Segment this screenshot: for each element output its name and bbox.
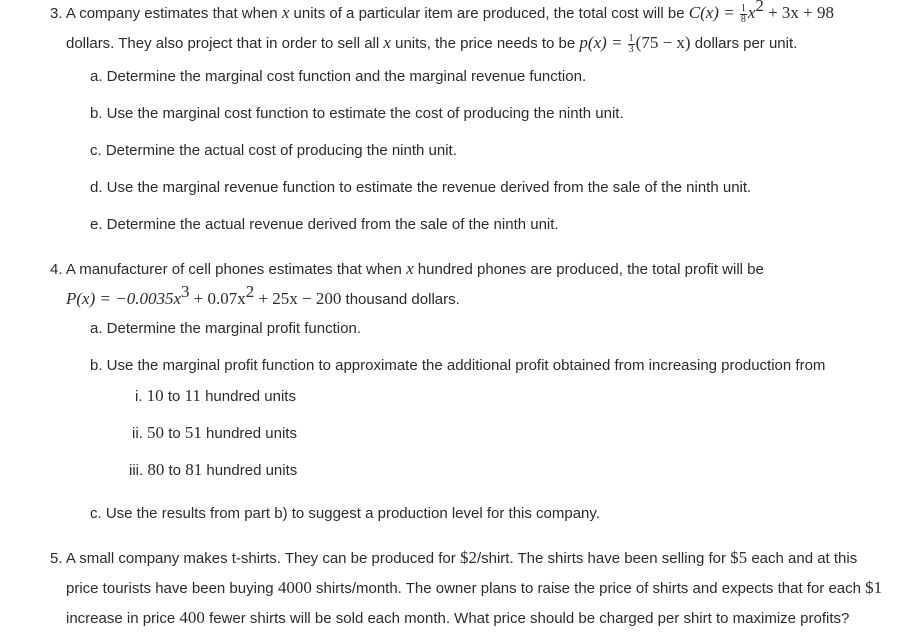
problem-4-subpart-i <box>135 386 296 407</box>
problem-5-line-3 <box>66 608 849 629</box>
problem-3-text-mid: units of a particular item are produced, the total cost will be <box>293 5 685 22</box>
problem-3-text: A company estimates that when <box>65 5 278 22</box>
problem-5-text-f: increase in price <box>66 610 176 627</box>
subpart-label: ii. <box>132 425 143 442</box>
problem-3-line-1 <box>50 0 835 25</box>
subpart-to: 81 <box>185 460 203 479</box>
cost-function-x: x <box>747 3 756 22</box>
problem-5-number: 5. <box>50 550 63 567</box>
subpart-tail: hundred units <box>206 462 298 479</box>
profit-function-a: P(x) = −0.0035x <box>66 289 181 308</box>
problem-5-text-c: each and at this <box>751 550 858 567</box>
cost-exponent: 2 <box>755 0 764 15</box>
problem-4-line-2 <box>66 282 460 310</box>
variable-x: x <box>383 33 391 52</box>
problem-4-subpart-ii <box>132 423 297 444</box>
problem-3-number: 3. <box>50 5 63 22</box>
subpart-to: 51 <box>184 423 202 442</box>
problem-3-part-d: d. Use the marginal revenue function to estimate the revenue derived from the sale of the ninth unit. <box>90 179 752 196</box>
problem-5-text-g: fewer shirts will be sold each month. What price should be charged per shirt to maximize profits? <box>209 610 850 627</box>
problem-3-part-c: c. Determine the actual cost of producing the ninth unit. <box>90 142 457 159</box>
problem-4-part-b: b. Use the marginal profit function to approximate the additional profit obtained from increasing production from <box>90 357 826 374</box>
problem-3-part-b: b. Use the marginal cost function to estimate the cost of producing the ninth unit. <box>90 105 624 122</box>
subpart-label: i. <box>135 388 143 405</box>
selling-price: $5 <box>730 548 748 567</box>
problem-4-subpart-iii <box>129 460 297 481</box>
subpart-from: 80 <box>147 460 165 479</box>
price-function-tail: (75 − x) <box>635 33 691 52</box>
subpart-to-word: to <box>168 425 181 442</box>
subpart-to-word: to <box>167 388 181 405</box>
profit-function-c: + 25x − 200 <box>258 289 342 308</box>
problem-5-text-b: /shirt. The shirts have been selling for <box>476 550 726 567</box>
problem-4-text-b: hundred phones are produced, the total profit will be <box>417 261 764 278</box>
profit-function-b: + 0.07x <box>193 289 246 308</box>
price-function-lhs: p(x) = <box>579 33 623 52</box>
variable-x: x <box>281 3 290 22</box>
subpart-tail: hundred units <box>206 425 297 442</box>
problem-3-line-2 <box>66 33 797 55</box>
price-fraction: $\frac{1}{3}$ <box>628 32 634 55</box>
monthly-quantity: 4000 <box>277 578 312 597</box>
subpart-to: 11 <box>184 386 201 405</box>
subpart-tail: hundred units <box>205 388 296 405</box>
subpart-to-word: to <box>168 462 182 479</box>
problem-3-part-e: e. Determine the actual revenue derived from the sale of the ninth unit. <box>90 216 559 233</box>
problem-4-text-a: A manufacturer of cell phones estimates that when <box>65 261 402 278</box>
problem-5-text-d: price tourists have been buying <box>66 580 274 597</box>
profit-exponent-2: 2 <box>245 282 255 301</box>
problem-5-text-e: shirts/month. The owner plans to raise the price of shirts and expects that for each <box>315 580 861 597</box>
profit-exponent-3: 3 <box>181 282 190 301</box>
variable-x: x <box>406 259 414 278</box>
problem-4-number: 4. <box>50 261 63 278</box>
problem-3-part-a: a. Determine the marginal cost function and the marginal revenue function. <box>90 68 587 85</box>
cost-function-lhs: C(x) = <box>688 3 735 22</box>
price-increase: $1 <box>865 578 883 597</box>
problem-4-line-1 <box>50 259 764 280</box>
subpart-from: 10 <box>146 386 164 405</box>
problem-5-text-a: A small company makes t-shirts. They can be produced for <box>65 550 456 567</box>
problem-4-part-c: c. Use the results from part b) to suggest a production level for this company. <box>90 505 600 522</box>
production-cost: $2 <box>459 548 477 567</box>
problem-4-part-a: a. Determine the marginal profit function. <box>90 320 361 337</box>
problem-3-line2-a: dollars. They also project that in order to sell all <box>66 35 380 52</box>
profit-tail: thousand dollars. <box>345 291 460 308</box>
fewer-shirts: 400 <box>179 608 205 627</box>
cost-fraction: $\frac{1}{8}$ <box>740 2 746 25</box>
problem-3-line2-c: dollars per unit. <box>694 35 798 52</box>
subpart-label: iii. <box>129 462 144 479</box>
problem-3-line2-b: units, the price needs to be <box>395 35 576 52</box>
cost-function-tail: + 3x + 98 <box>768 3 835 22</box>
problem-5-line-2 <box>66 578 882 599</box>
subpart-from: 50 <box>147 423 165 442</box>
problem-5-line-1 <box>50 548 857 569</box>
